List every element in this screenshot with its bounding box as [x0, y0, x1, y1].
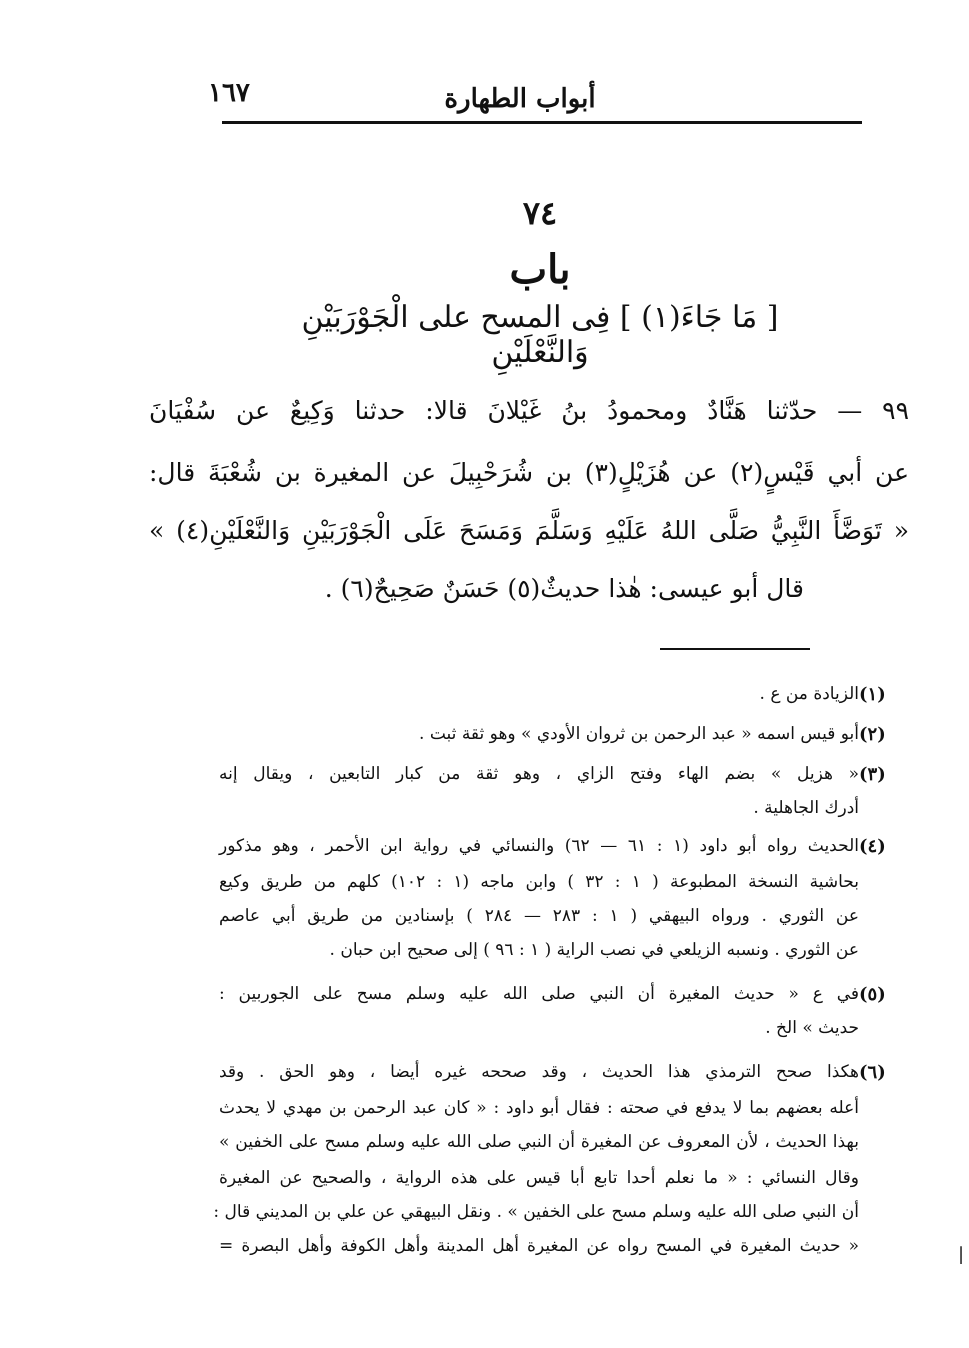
header-rule [222, 121, 862, 124]
footnote-5-line-2: حديث » الخ . [765, 1018, 859, 1038]
footnote-6-number: (٦) [859, 1062, 886, 1083]
footnote-4-line-1: الحديث رواه أبو داود (١ : ٦١ — ٦٢) والنسائي في رواية ابن الأحمر ، وهو مذكور [219, 836, 859, 856]
footnote-3-line-1: « هزيل » بضم الهاء وفتح الزاي ، وهو ثقة من كبار التابعين ، ويقال إنه [219, 764, 859, 784]
footnote-2-line-1: أبو قيس اسمه « عبد الرحمن بن ثروان الأودي » وهو ثقة ثبت . [419, 724, 859, 744]
chapter-number: ٧٤ [522, 194, 558, 232]
running-title: أبواب الطهارة [444, 84, 596, 114]
margin-mark: | [958, 1244, 965, 1265]
footnote-2-number: (٢) [859, 724, 886, 745]
page-number: ١٦٧ [208, 78, 250, 108]
footnote-6-line-6: « حديث المغيرة في المسح رواه عن المغيرة أهل المدينة وأهل الكوفة وأهل البصرة = [219, 1236, 859, 1256]
footnote-6-line-4: وقال النسائي : « ما نعلم أحدا تابع أبا قيس على هذه الرواية ، والصحيح عن المغيرة [219, 1168, 859, 1188]
footnote-5-line-1: في ع « حديث المغيرة أن النبي صلى الله عليه وسلم مسح على الجوربين : [219, 984, 859, 1004]
bab-title: باب [509, 246, 571, 293]
hadith-line-1: ٩٩ — حدّثنا هَنَّادٌ ومحمودُ بنُ غَيْلانَ قالا: حدثنا وَكِيعٌ عن سُفْيَانَ [149, 396, 909, 425]
hadith-line-3: « تَوَضَّأَ النَّبِيُّ صَلَّى اللهُ عَلَيْهِ وَسَلَّمَ وَمَسَحَ عَلَى الْجَوْرَبَيْنِ وَالنَّعْلَيْنِ(٤) » [149, 516, 909, 545]
footnote-rule [660, 648, 810, 650]
footnote-4-line-2: بحاشية النسخة المطبوعة ( ١ : ٣٢ ) وابن ماجه (١ : ١٠٢) كلهم من طريق وكيع [219, 872, 859, 892]
footnote-6-line-1: هكذا صحح الترمذي هذا الحديث ، وقد صححه غيره أيضا ، وهو الحق . وقد [219, 1062, 859, 1082]
hadith-line-4: قال أبو عيسى: هٰذا حديثٌ(٥) حَسَنٌ صَحِيحٌ(٦) . [324, 574, 804, 603]
footnote-3-line-2: أدرك الجاهلية . [753, 798, 859, 818]
hadith-line-2: عن أبي قَيْسٍ(٢) عن هُزَيْلٍ(٣) بن شُرَحْبِيلَ عن المغيرة بن شُعْبَةَ قال: [149, 458, 909, 487]
footnote-1-number: (١) [859, 684, 886, 705]
footnote-4-line-3: عن الثوري . ورواه البيهقي ( ١ : ٢٨٣ — ٢٨٤ ) بإسنادين من طريق أبي عاصم [219, 906, 859, 926]
footnote-4-number: (٤) [859, 836, 886, 857]
footnote-3-number: (٣) [859, 764, 886, 785]
footnote-4-line-4: عن الثوري . ونسبه الزيلعي في نصب الراية ( ١ : ٩٦ ) إلى صحيح ابن حبان . [329, 940, 859, 960]
footnote-6-line-5: أن النبي صلى الله عليه وسلم مسح على الخفين » . ونقل البيهقي عن علي بن المديني قال : [213, 1202, 859, 1222]
footnote-1-line-1: الزيادة من ع . [759, 684, 859, 704]
footnote-6-line-2: أعله بعضهم بما لا يدفع في صحته : فقال أبو داود : « كان عبد الرحمن بن مهدي لا يحدث [219, 1098, 859, 1118]
chapter-heading: [ مَا جَاءَ(١) ] فِى المسح على الْجَوْرَبَيْنِ وَالنَّعْلَيْنِ [301, 300, 779, 370]
footnote-6-line-3: بهذا الحديث ، لأن المعروف عن المغيرة أن النبي صلى الله عليه وسلم مسح على الخفين » [219, 1132, 859, 1152]
footnote-5-number: (٥) [859, 984, 886, 1005]
